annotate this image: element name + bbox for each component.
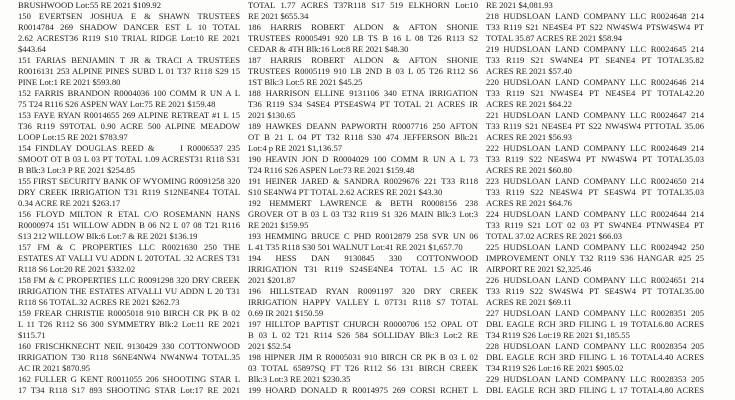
- text-line: 17 T34 R118 S17 893 SHOOTING STAR Lot:17 RE 2021: [18, 385, 240, 395]
- text-line: 75 T24 R116 S26 ASPEN WAY Lot:75 RE 2021 $159.48: [18, 99, 216, 109]
- text-line: 152 FARRIS BRANDON R0004036 100 COMM R UN A L: [18, 88, 240, 98]
- text-line: 03 TOTAL 65897SQ FT T26 R112 S6 131 BIRCH CREEK: [248, 363, 478, 373]
- text-line: RE 2021 $159.95: [248, 220, 309, 230]
- text-line: 156 FLOYD MILTON R ETAL C/O ROSEMANN HANS: [18, 209, 240, 219]
- text-line: IRRIGATION THE ESTATES ATVALLI VU ADDN L 20 T31: [18, 286, 240, 296]
- text-line: T33 R119 S21 LOT 02 03 PT SW4NE4 PTNW4SE4 PT: [486, 220, 704, 230]
- text-line: 187 HARRIS ROBERT ALDON & AFTON SHONIE: [248, 55, 478, 65]
- text-line: 198 HIPNER JIM R R0005031 910 BIRCH CR PK B 03 L 02: [248, 352, 478, 362]
- text-line: DBL EAGLE RCH 3RD FILING L 16 TOTAL4.40 ACRES: [486, 352, 704, 362]
- text-line: 154 FINDLAY DOUGLAS REED & I R0006537 235: [18, 143, 240, 153]
- text-line: DBL EAGLE RCH 3RD FILING L 17 TOTAL4.80 ACRES: [486, 385, 704, 395]
- text-line: ACRES RE 2021 $69.11: [486, 297, 572, 307]
- text-line: R118 S6 Lot:20 RE 2021 $332.02: [18, 264, 136, 274]
- text-line: 223 HUDSLOAN LAND COMPANY LLC R0024650 214: [486, 176, 704, 186]
- text-line: 150 EVERTSEN JOSHUA E & SHAWN TRUSTEES: [18, 11, 240, 21]
- text-line: 160 FRISCHKNECHT NEIL 9130429 330 COTTONWOOD: [18, 341, 240, 351]
- text-line: TRUSTEES R0005491 920 LB TS B 16 L 08 T26 R113 S2: [248, 33, 478, 43]
- text-line: TOTAL 1.77 ACRES T37R118 S17 519 ELKHORN Lot:10: [248, 0, 478, 10]
- text-line: T36 R119 S34 S4SE4 PTSE4SW4 PT TOTAL 21 ACRES IR: [248, 99, 478, 109]
- text-line: LOOP Lot:15 RE 2021 $783.97: [18, 132, 128, 142]
- text-column-middle: [248, 0, 478, 400]
- text-line: T34 R119 S26 Lot:19 RE 2021 $1,185.55: [486, 330, 630, 340]
- text-line: 155 FIRST SECURITY BANK OF WYOMING R0091258 320: [18, 176, 240, 186]
- text-line: 227 HUDSLOAN LAND COMPANY LLC R0028351 205: [486, 308, 704, 318]
- text-line: 151 FARIAS BENJAMIN T JR & TRACI A TRUSTEES: [18, 55, 240, 65]
- text-line: 0.69 IR 2021 $150.59: [248, 308, 324, 318]
- text-line: DBL EAGLE RCH 3RD FILING L 19 TOTAL6.80 ACRES: [486, 319, 704, 329]
- text-column-left: [18, 0, 240, 400]
- text-line: 190 HEAVIN JON D R0004029 100 COMM R UN A L 73: [248, 154, 478, 164]
- text-line: $443.64: [18, 44, 46, 54]
- text-line: T34 R119 S26 Lot:16 RE 2021 $905.02: [486, 363, 624, 373]
- text-line: T33 R119 S21 NE4SE4 PT S22 NW4SW4 PTSW4SW4 PT: [486, 22, 704, 32]
- text-line: 0.34 ACRE RE 2021 $263.17: [18, 198, 121, 208]
- text-line: R118 S6 TOTAL.32 ACRES RE 2021 $262.73: [18, 297, 180, 307]
- text-line: ACRES RE 2021 $60.80: [486, 165, 572, 175]
- text-line: 225 HUDSLOAN LAND COMPANY LLC R0024942 250: [486, 242, 704, 252]
- text-line: T24 R116 S26 ASPEN Lot:73 RE 2021 $159.48: [248, 165, 415, 175]
- text-line: B Blk:3 Lot:3 P RE 2021 $254.85: [18, 165, 135, 175]
- text-line: 1ST Blk:3 Lot:5 RE 2021 $45.25: [248, 77, 363, 87]
- text-line: S10 SE4NW4 PT TOTAL 2.62 ACRES RE 2021 $43.30: [248, 187, 443, 197]
- text-line: 194 HESS DAN 9130845 330 COTTONWOOD: [248, 253, 478, 263]
- text-line: 193 HEMMING BRUCE C PHD R0012879 258 SVR UN 06: [248, 231, 478, 241]
- text-line: R0016131 253 ALPINE PINES SUBD L 01 T37 R118 S29 15: [18, 66, 240, 76]
- text-line: 158 FM & C PROPERTIES LLC R0091298 320 DRY CREEK: [18, 275, 240, 285]
- text-line: 218 HUDSLOAN LAND COMPANY LLC R0024648 214: [486, 11, 704, 21]
- text-line: RE 2021 $655.34: [248, 11, 309, 21]
- text-line: CEDAR & 4TH Blk:16 Lot:8 RE 2021 $48.30: [248, 44, 409, 54]
- text-line: SMOOT OT B 03 L 03 PT TOTAL 1.09 ACREST31 R118 S31: [18, 154, 240, 164]
- text-line: T33 R119 S21 SW4NE4 PT SE4NE4 PT TOTAL35.82: [486, 55, 704, 65]
- text-line: 2021 $130.65: [248, 110, 296, 120]
- text-line: ACRES RE 2021 $57.40: [486, 66, 572, 76]
- text-line: TOTAL 35.87 ACRES RE 2021 $58.94: [486, 33, 623, 43]
- text-line: T33 R119 S22 SW4SW4 PT SE4SW4 PT TOTAL35.00: [486, 286, 704, 296]
- text-line: T36 R119 S9TOTAL 0.90 ACRE 500 ALPINE MEADOW: [18, 121, 240, 131]
- text-line: 222 HUDSLOAN LAND COMPANY LLC R0024649 214: [486, 143, 704, 153]
- text-line: 2021 $52.54: [248, 341, 291, 351]
- text-line: IMPROVEMENT ONLY T32 R119 S36 HANGAR #25 25: [486, 253, 704, 263]
- text-line: AC IR 2021 $870.95: [18, 363, 91, 373]
- text-line: T33 R119 S22 NE4SW4 PT SE4SW4 PT TOTAL35.03: [486, 187, 704, 197]
- text-column-right: [486, 0, 704, 400]
- text-line: DRY CREEK IRRIGATION T31 R119 S12NE4NE4 TOTAL: [18, 187, 240, 197]
- text-line: RE 2021 $4,081.93: [486, 0, 553, 10]
- text-line: IRRIGATION HAPPY VALLEY L 07T31 R118 S7 TOTAL: [248, 297, 478, 307]
- text-line: T33 R119 S22 NE4SW4 PT NW4SW4 PT TOTAL35.03: [486, 154, 704, 164]
- text-line: $115.71: [18, 330, 46, 340]
- text-line: S13 212 WILLOW Blk:6 Lot:7 & RE 2021 $136.19: [18, 231, 198, 241]
- text-line: 197 HILLTOP BAPTIST CHURCH R0000706 152 OPAL OT: [248, 319, 478, 329]
- text-line: 228 HUDSLOAN LAND COMPANY LLC R0028354 205: [486, 341, 704, 351]
- text-line: 219 HUDSLOAN LAND COMPANY LLC R0024645 214: [486, 44, 704, 54]
- text-line: AIRPORT RE 2021 $2,325.46: [486, 264, 592, 274]
- text-line: 153 FAYE RYAN R0014655 269 ALPINE RETREAT #1 L 15: [18, 110, 240, 120]
- text-line: T33 R119 S21 NW4SE4 PT NE4SE4 PT TOTAL42.20: [486, 88, 704, 98]
- text-line: 229 HUDSLOAN LAND COMPANY LLC R0028353 205: [486, 374, 704, 384]
- text-line: 220 HUDSLOAN LAND COMPANY LLC R0024646 214: [486, 77, 704, 87]
- text-line: R0014784 269 SHADOW DANCER EST L 10 TOTAL: [18, 22, 240, 32]
- text-line: 2.62 ACREST36 R119 S10 TRIAL RIDGE Lot:10 RE 2021: [18, 33, 240, 43]
- text-line: B 03 L 02 T21 R114 S26 584 SOLLIDAY Blk:3 Lot:2 RE: [248, 330, 478, 340]
- text-line: 224 HUDSLOAN LAND COMPANY LLC R0024644 214: [486, 209, 704, 219]
- text-line: IRRIGATION T30 R118 S6NE4NW4 NW4NW4 TOTAL.35: [18, 352, 240, 362]
- text-line: TOTAL 37.02 ACRES RE 2021 $66.03: [486, 231, 623, 241]
- text-line: L 41 T35 R118 S30 501 WALNUT Lot:41 RE 2021 $1,657.70: [248, 242, 463, 252]
- text-line: ACRES RE 2021 $64.22: [486, 99, 572, 109]
- text-line: L 11 T26 R112 S6 300 SYMMETRY Blk:2 Lot:11 RE 2021: [18, 319, 240, 329]
- text-line: 221 HUDSLOAN LAND COMPANY LLC R0024647 214: [486, 110, 704, 120]
- text-line: 157 FM & C PROPERTIES LLC R0021630 250 THE: [18, 242, 240, 252]
- text-line: TRUSTEES R0005119 910 LB 2ND B 03 L 05 T26 R112 S6: [248, 66, 478, 76]
- text-line: R0000974 151 WILLOW ADDN B 06 N2 L 07 08 T21 R116: [18, 220, 240, 230]
- text-line: T33 R119 S21 NE4SE4 PT S22 NW4SW4 PTTOTAL 35.06: [486, 121, 704, 131]
- text-line: BRUSHWOOD Lot:55 RE 2021 $109.92: [18, 0, 161, 10]
- text-line: 226 HUDSLOAN LAND COMPANY LLC R0024651 214: [486, 275, 704, 285]
- text-line: 189 HAWKES DEANN PAPWORTH R0007716 250 AFTON: [248, 121, 478, 131]
- text-line: 188 HARRISON ELLINE 9131106 340 ETNA IRRIGATION: [248, 88, 478, 98]
- text-line: 159 FREAR CHRISTIE R0005018 910 BIRCH CR PK B 02: [18, 308, 240, 318]
- text-line: GROVER OT B 03 L 03 T32 R119 S1 326 MAIN Blk:3 Lot:3: [248, 209, 478, 219]
- text-line: PINE Lot:1 RE 2021 $593.80: [18, 77, 121, 87]
- text-line: 186 HARRIS ROBERT ALDON & AFTON SHONIE: [248, 22, 478, 32]
- text-line: OT B 21 L 04 PT T32 R118 S30 474 JEFFERSON Blk:21: [248, 132, 478, 142]
- text-line: 2021 $201.87: [248, 275, 296, 285]
- text-line: 162 FULLER G KENT R0011055 206 SHOOTING STAR L: [18, 374, 240, 384]
- text-line: 191 HEINER JARED & SANDRA R0029676 221 T33 R118: [248, 176, 478, 186]
- text-line: IRRIGATION T31 R119 S24SE4NE4 TOTAL 1.5 AC IR: [248, 264, 478, 274]
- text-line: ACRES RE 2021 $56.93: [486, 132, 572, 142]
- text-line: Lot:4 p RE 2021 $1,136.57: [248, 143, 343, 153]
- text-line: 199 HOARD DONALD R R0014975 269 CORSI RCHET L: [248, 385, 478, 395]
- text-line: 192 HEMMERT LAWRENCE & BETH R0008156 238: [248, 198, 478, 208]
- text-line: Blk:3 Lot:3 RE 2021 $230.35: [248, 374, 351, 384]
- text-line: 196 HILLSTEAD RYAN R0091197 320 DRY CREEK: [248, 286, 478, 296]
- text-line: ESTATES AT VALLI VU ADDN L 20TOTAL .32 ACRES T31: [18, 253, 240, 263]
- text-line: ACRES RE 2021 $64.76: [486, 198, 572, 208]
